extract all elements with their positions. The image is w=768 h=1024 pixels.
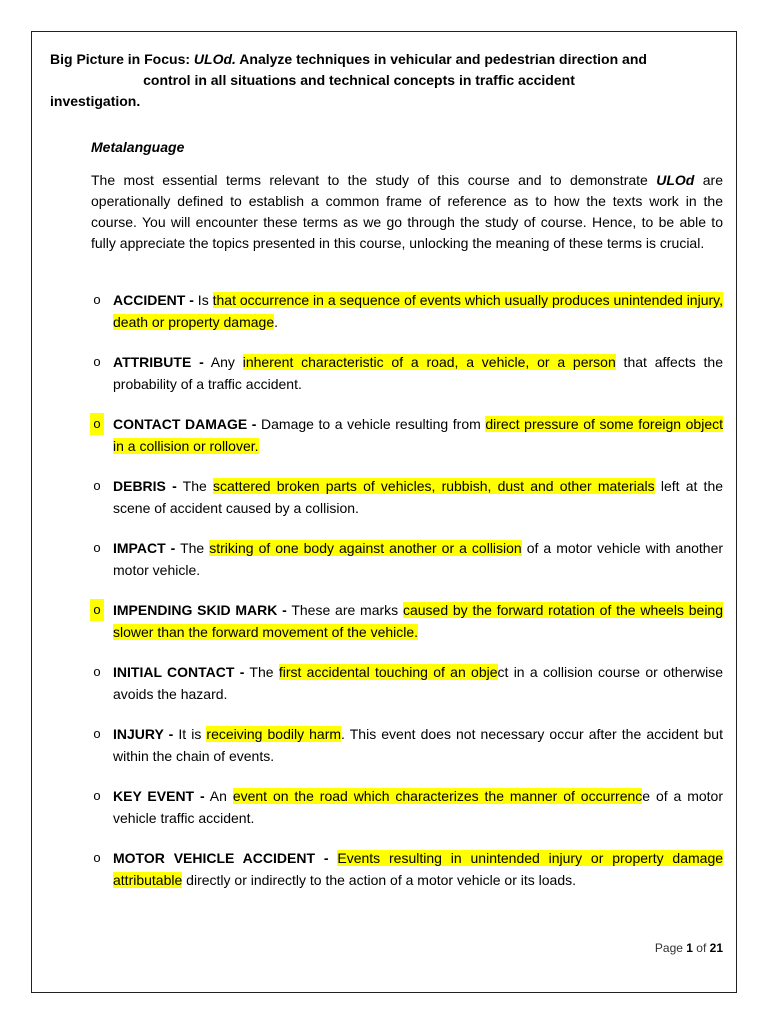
term-definition-post: . <box>274 314 278 330</box>
term-item <box>91 661 723 705</box>
term-name: ACCIDENT - <box>113 292 194 308</box>
term-item <box>91 847 723 891</box>
term-definition-pre: These are marks <box>286 602 403 618</box>
term-name: IMPENDING SKID MARK - <box>113 602 287 618</box>
bullet-icon: o <box>93 540 101 555</box>
heading-line1-rest: Analyze techniques in vehicular and pedestrian direction and <box>235 51 647 67</box>
page-total: 21 <box>709 941 723 955</box>
page-of: of <box>692 941 710 955</box>
term-definition-highlight: event on the road which characterizes the manner of occurrenc <box>232 788 643 804</box>
page-current: 1 <box>686 941 693 955</box>
term-definition-post: . This event does not necessary occur after the accident but within the chain of events. <box>113 726 723 764</box>
term-definition-highlight: receiving bodily harm <box>206 726 342 742</box>
term-definition-highlight: Events resulting in unintended injury or property damage attributable <box>113 850 724 888</box>
term-name: CONTACT DAMAGE - <box>113 416 257 432</box>
term-definition-post: ct in a collision course or otherwise avoids the hazard. <box>113 664 723 702</box>
terms-list <box>91 289 723 909</box>
term-item <box>91 723 723 767</box>
term-definition-pre: Any <box>203 354 243 370</box>
term-definition-highlight: that occurrence in a sequence of events which usually produces unintended injury, death or property damage <box>113 292 724 330</box>
page-label: Page <box>654 941 687 955</box>
term-definition-post: that affects the probability of a traffic accident. <box>113 354 723 392</box>
intro-text-b: are operationally defined to establish a common frame of reference as to how the texts work in the course. You will encounter these terms as we go through the study of course. Hence, to be able to fully appreciate the topics presented in this course, unlocking the meaning of these terms is crucial. <box>91 172 724 251</box>
bullet-icon: o <box>93 850 101 865</box>
term-item <box>91 785 723 829</box>
term-item <box>91 475 723 519</box>
bullet-icon: o <box>93 726 101 741</box>
heading-prefix: Big Picture in Focus: <box>50 51 194 67</box>
term-definition-pre: Damage to a vehicle resulting from <box>256 416 486 432</box>
heading-line-3: investigation. <box>50 93 141 109</box>
term-definition-highlight: caused by the forward rotation of the wheels being slower than the forward movement of the vehicle. <box>113 602 723 640</box>
bullet-icon: o <box>93 788 101 803</box>
intro-ulo: ULOd <box>656 172 695 188</box>
heading-ulo: ULOd. <box>193 51 236 67</box>
intro-text-a: The most essential terms relevant to the study of this course and to demonstrate <box>91 172 657 188</box>
term-definition-highlight: scattered broken parts of vehicles, rubbish, dust and other materials <box>213 478 655 494</box>
term-name: KEY EVENT - <box>113 788 205 804</box>
term-definition-pre: The <box>244 664 279 680</box>
bullet-icon: o <box>93 478 101 493</box>
bullet-icon: o <box>93 664 101 679</box>
term-name: IMPACT - <box>113 540 176 556</box>
term-name: MOTOR VEHICLE ACCIDENT - <box>113 850 329 866</box>
term-definition-pre: An <box>204 788 233 804</box>
term-definition-post: left at the scene of accident caused by a collision. <box>113 478 724 516</box>
term-definition-post: of a motor vehicle with another motor vehicle. <box>113 540 724 578</box>
metalanguage-title: Metalanguage <box>91 139 185 155</box>
term-definition-pre: The <box>176 478 213 494</box>
bullet-icon: o <box>93 292 101 307</box>
term-definition-post: e of a motor vehicle traffic accident. <box>113 788 723 826</box>
page-number <box>655 941 723 955</box>
term-name: ATTRIBUTE - <box>113 354 204 370</box>
term-definition-pre: It is <box>173 726 207 742</box>
term-name: INITIAL CONTACT - <box>113 664 245 680</box>
term-name: INJURY - <box>113 726 174 742</box>
term-definition-highlight: striking of one body against another or a collision <box>209 540 522 556</box>
term-item <box>91 351 723 395</box>
term-definition-highlight: inherent characteristic of a road, a vehicle, or a person <box>242 354 616 370</box>
heading-line-1 <box>50 49 720 70</box>
term-definition-pre: Is <box>193 292 213 308</box>
term-definition-highlight: first accidental touching of an obje <box>278 664 498 680</box>
term-item <box>91 289 723 333</box>
term-item <box>91 599 723 643</box>
bullet-icon: o <box>90 413 104 435</box>
term-name: DEBRIS - <box>113 478 177 494</box>
term-definition-pre: The <box>175 540 210 556</box>
term-definition-highlight: direct pressure of some foreign object in a collision or rollover. <box>113 416 723 454</box>
bullet-icon: o <box>90 599 104 621</box>
big-picture-heading <box>50 49 720 112</box>
term-definition-post: directly or indirectly to the action of a motor vehicle or its loads. <box>182 872 577 888</box>
bullet-icon: o <box>93 354 101 369</box>
heading-line-2: control in all situations and technical concepts in traffic accident <box>143 72 575 88</box>
term-item <box>91 413 723 457</box>
metalanguage-intro <box>91 170 723 254</box>
term-item <box>91 537 723 581</box>
